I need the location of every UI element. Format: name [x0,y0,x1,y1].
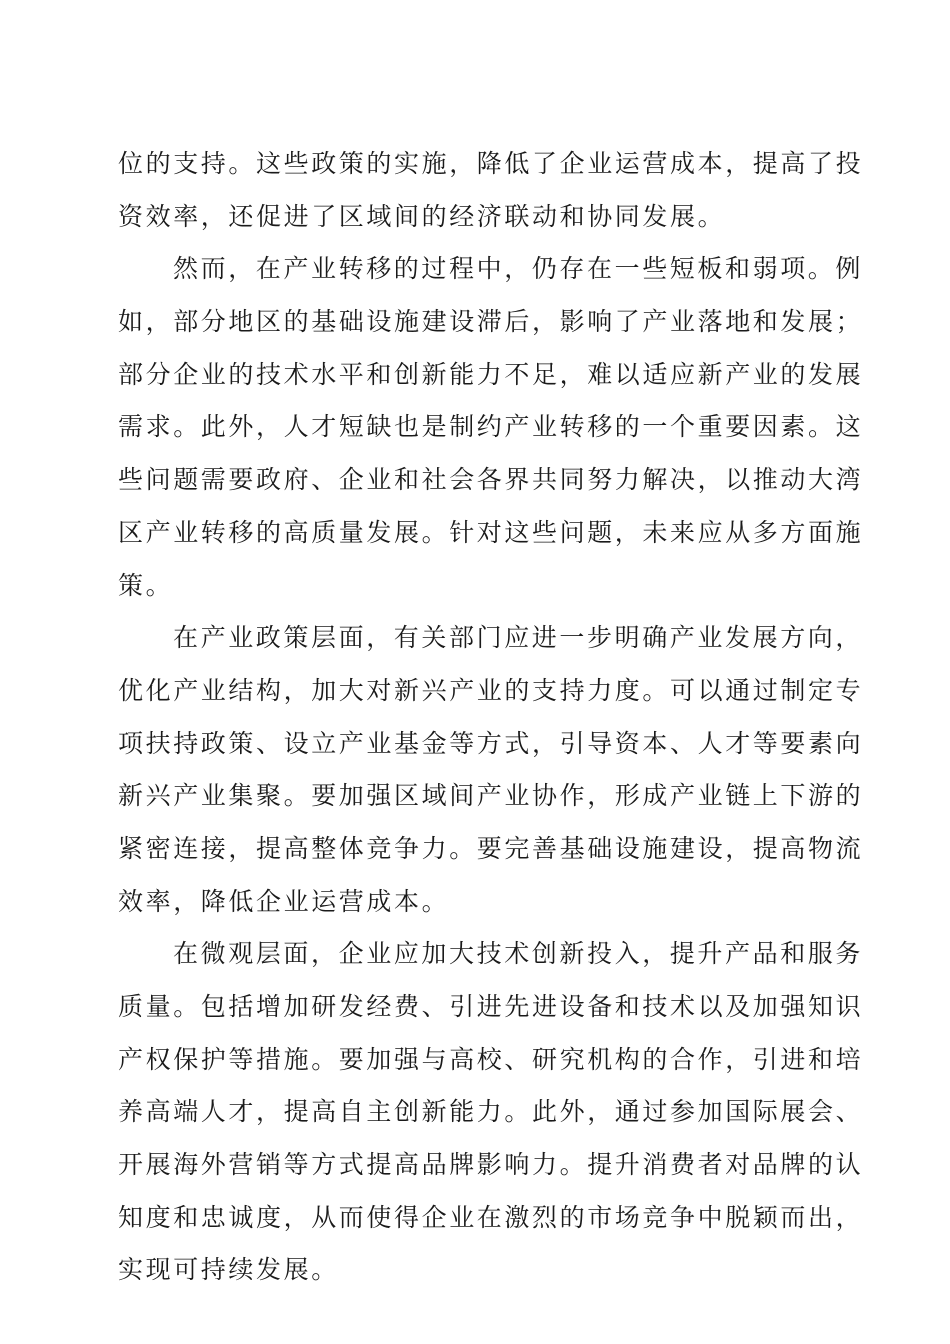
body-text [118,138,864,1297]
text-line: 需求。此外，人才短缺也是制约产业转移的一个重要因素。这 [118,412,864,442]
text-line: 资效率，还促进了区域间的经济联动和协同发展。 [118,201,726,231]
paragraph-first-line: 在微观层面，企业应加大技术创新投入，提升产品和服务 [173,939,864,969]
text-line: 如，部分地区的基础设施建设滞后，影响了产业落地和发展； [118,307,864,337]
text-line: 策。 [118,570,174,600]
text-line: 质量。包括增加研发经费、引进先进设备和技术以及加强知识 [118,992,864,1021]
text-line: 部分企业的技术水平和创新能力不足，难以适应新产业的发展 [118,359,864,389]
text-line: 新兴产业集聚。要加强区域间产业协作，形成产业链上下游的 [118,781,864,811]
text-line: 养高端人才，提高自主创新能力。此外，通过参加国际展会、 [118,1097,864,1127]
text-line: 优化产业结构，加大对新兴产业的支持力度。可以通过制定专 [118,675,864,705]
text-line: 产权保护等措施。要加强与高校、研究机构的合作，引进和培 [118,1044,864,1074]
paragraph-first-line: 在产业政策层面，有关部门应进一步明确产业发展方向， [173,623,864,653]
text-line: 效率，降低企业运营成本。 [118,886,450,916]
text-line: 些问题需要政府、企业和社会各界共同努力解决，以推动大湾 [118,465,864,495]
text-line: 位的支持。这些政策的实施，降低了企业运营成本，提高了投 [118,149,864,178]
text-line: 知度和忠诚度，从而使得企业在激烈的市场竞争中脱颖而出， [118,1202,864,1232]
text-line: 项扶持政策、设立产业基金等方式，引导资本、人才等要素向 [118,728,864,758]
text-line: 实现可持续发展。 [118,1255,339,1285]
paragraph-first-line: 然而，在产业转移的过程中，仍存在一些短板和弱项。例 [173,254,864,284]
text-line: 紧密连接，提高整体竞争力。要完善基础设施建设，提高物流 [118,833,864,863]
text-line: 开展海外营销等方式提高品牌影响力。提升消费者对品牌的认 [118,1150,864,1180]
text-line: 区产业转移的高质量发展。针对这些问题，未来应从多方面施 [118,517,864,547]
